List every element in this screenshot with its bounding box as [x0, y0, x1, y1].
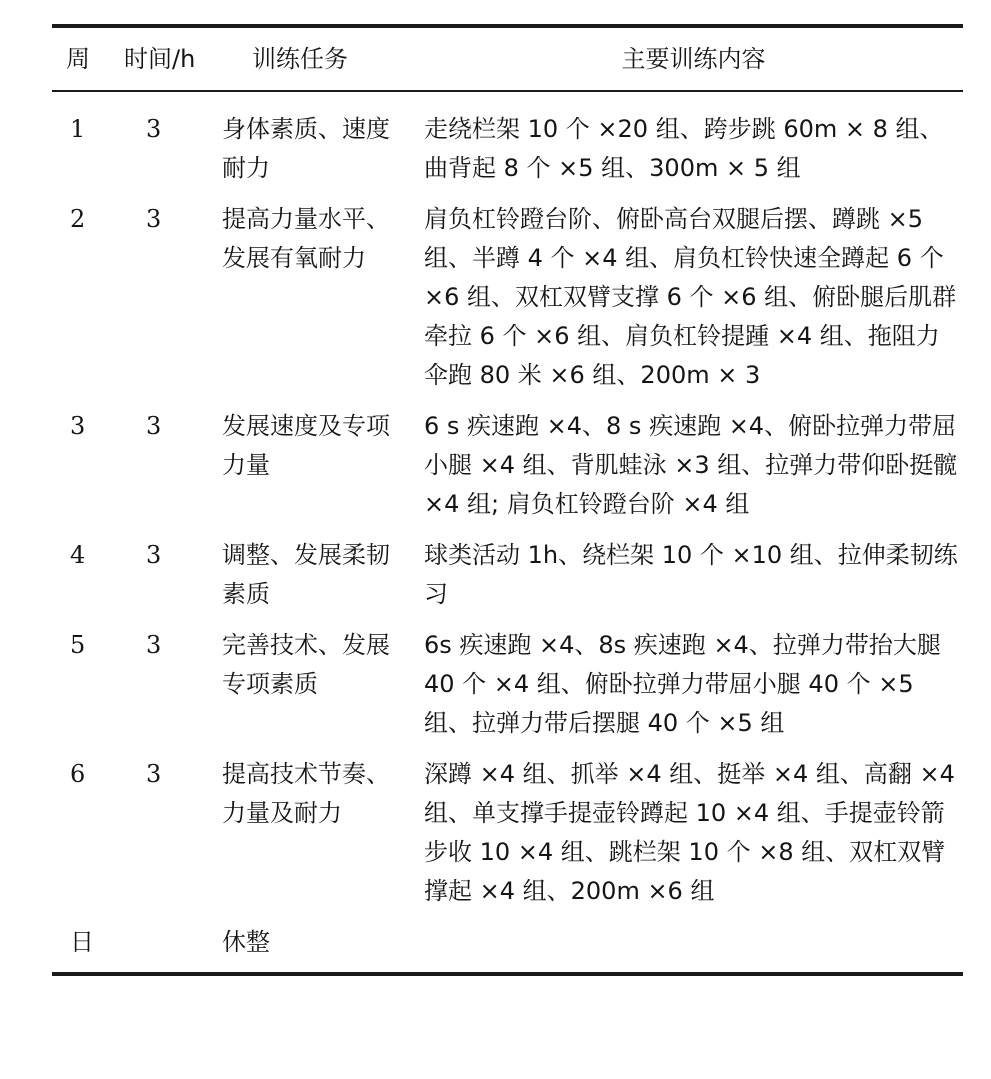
content-cell: 肩负杠铃蹬台阶、俯卧高台双腿后摆、蹲跳 ×5 组、半蹲 4 个 ×4 组、肩负杠铃快速全蹲起 6 个 ×6 组、双杠双臂支撑 6 个 ×6 组、俯卧腿后肌群牵拉 6 个 ×6 组、肩负杠铃提踵 ×4 组、拖阻力伞跑 80 米 ×6 组、200m × 3: [424, 205, 957, 389]
time-cell: 3: [146, 115, 162, 143]
content-cell: 球类活动 1h、绕栏架 10 个 ×10 组、拉伸柔韧练习: [424, 541, 958, 608]
table-bottom-rule: [52, 972, 963, 976]
table-row: [52, 530, 963, 620]
week-cell: 3: [70, 412, 86, 440]
header-content: 主要训练内容: [621, 44, 766, 73]
task-cell: 完善技术、发展专项素质: [222, 631, 390, 698]
table-header: [52, 28, 963, 90]
week-cell: 2: [70, 205, 86, 233]
time-cell: 3: [146, 412, 162, 440]
header-week: 周: [66, 44, 90, 73]
task-cell: 提高力量水平、发展有氧耐力: [222, 205, 390, 272]
table-row: [52, 194, 963, 401]
time-cell: 3: [146, 205, 162, 233]
content-cell: 6 s 疾速跑 ×4、8 s 疾速跑 ×4、俯卧拉弹力带屈小腿 ×4 组、背肌蛙泳 ×3 组、拉弹力带仰卧挺髋 ×4 组; 肩负杠铃蹬台阶 ×4 组: [424, 412, 958, 518]
task-cell: 休整: [222, 928, 270, 956]
time-cell: 3: [146, 631, 162, 659]
table-row: [52, 620, 963, 749]
task-cell: 提高技术节奏、力量及耐力: [222, 760, 390, 827]
table-row: [52, 749, 963, 917]
week-cell: 5: [70, 631, 86, 659]
task-cell: 调整、发展柔韧素质: [222, 541, 390, 608]
task-cell: 身体素质、速度耐力: [222, 115, 390, 182]
training-plan-body: [52, 92, 963, 972]
header-time: 时间/h: [124, 44, 196, 73]
week-cell: 6: [70, 760, 86, 788]
task-cell: 发展速度及专项力量: [222, 412, 390, 479]
header-row: [52, 28, 963, 90]
week-cell: 1: [70, 115, 86, 143]
table-row: [52, 401, 963, 530]
content-cell: 走绕栏架 10 个 ×20 组、跨步跳 60m × 8 组、曲背起 8 个 ×5 组、300m × 5 组: [424, 115, 944, 182]
table-row: [52, 92, 963, 194]
header-task: 训练任务: [252, 44, 348, 73]
content-cell: 深蹲 ×4 组、抓举 ×4 组、挺举 ×4 组、高翻 ×4 组、单支撑手提壶铃蹲起 10 ×4 组、手提壶铃箭步收 10 ×4 组、跳栏架 10 个 ×8 组、双杠双臂撑起 ×4 组、200m ×6 组: [424, 760, 955, 905]
table-row: [52, 917, 963, 972]
time-cell: 3: [146, 760, 162, 788]
week-cell: 日: [70, 928, 94, 956]
content-cell: 6s 疾速跑 ×4、8s 疾速跑 ×4、拉弹力带抬大腿 40 个 ×4 组、俯卧拉弹力带屈小腿 40 个 ×5 组、拉弹力带后摆腿 40 个 ×5 组: [424, 631, 941, 737]
training-plan-table: [52, 28, 963, 90]
week-cell: 4: [70, 541, 86, 569]
time-cell: 3: [146, 541, 162, 569]
training-table: [52, 24, 963, 976]
content-cell: [424, 917, 963, 972]
time-cell: [110, 917, 222, 972]
